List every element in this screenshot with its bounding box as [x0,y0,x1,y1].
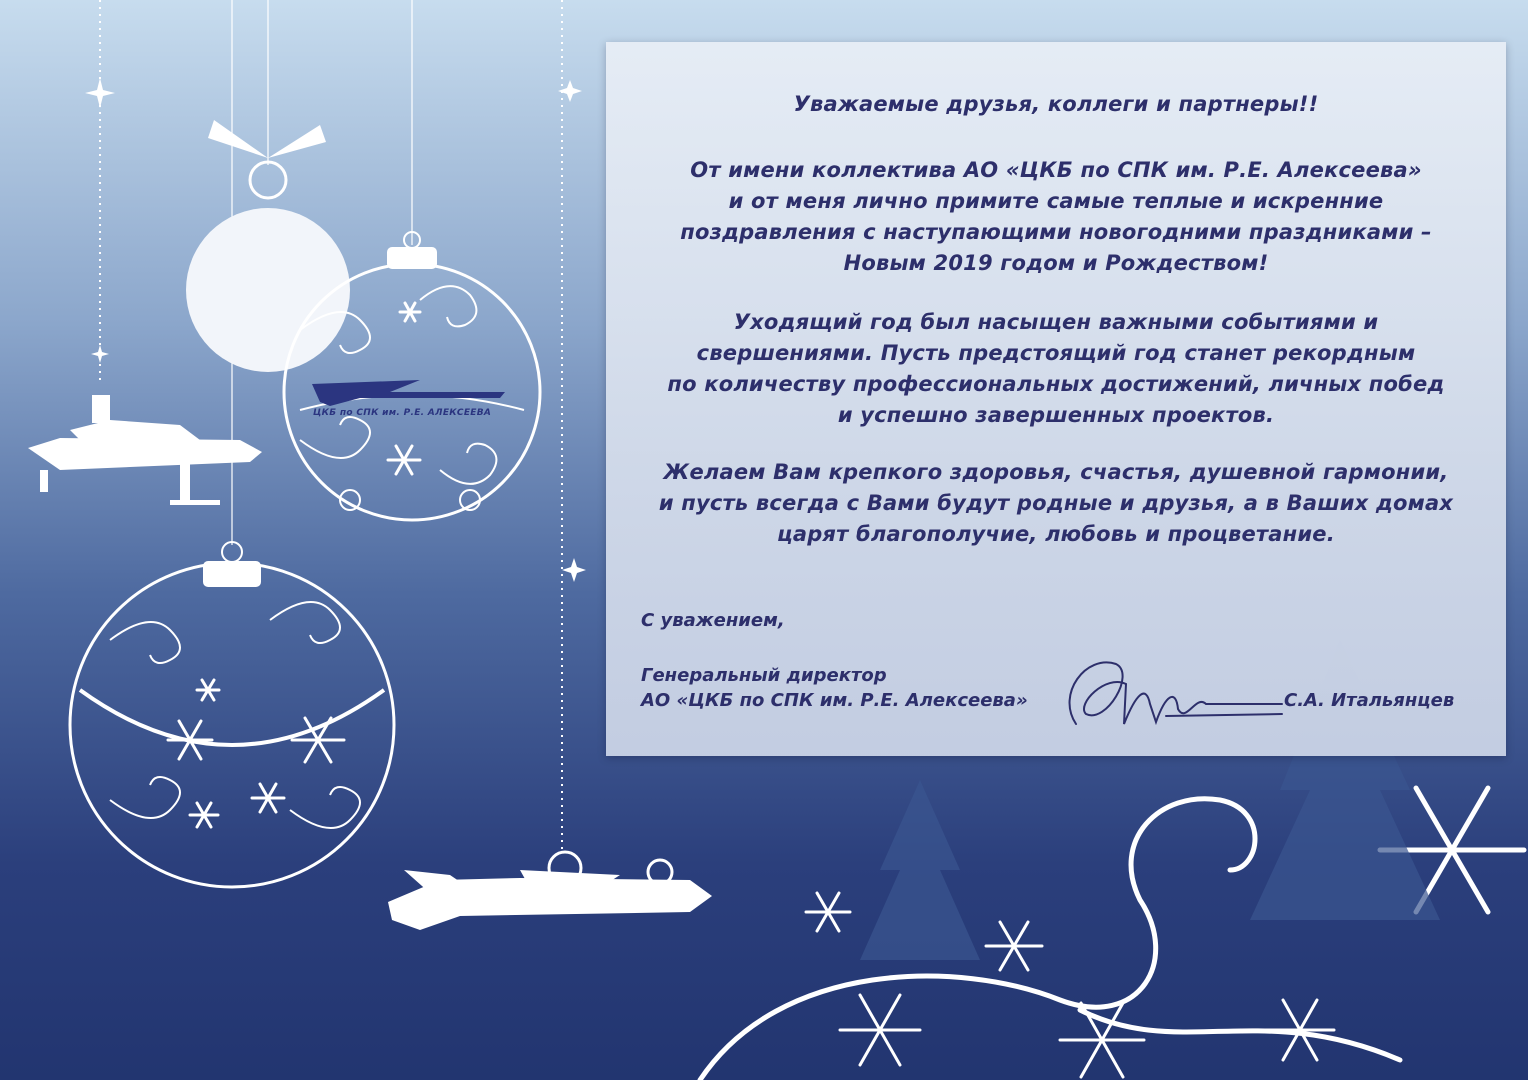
paragraph-2-line: по количеству профессиональных достижений, личных побед [667,372,1445,396]
paragraph-1-line: поздравления с наступающими новогодними праздниками – [680,220,1432,244]
swirl-ornament-bottom [70,542,394,887]
paragraph-3-line: Желаем Вам крепкого здоровья, счастья, душевной гармонии, [663,460,1449,484]
greeting-card [606,42,1506,756]
handwritten-signature [1046,634,1286,746]
paragraph-3-line: и пусть всегда с Вами будут родные и друзья, а в Ваших домах [658,491,1454,515]
position-title: Генеральный директор [641,665,887,686]
organization-name: АО «ЦКБ по СПК им. Р.Е. Алексеева» [641,690,1028,711]
ship-logo-mark [312,380,505,406]
paragraph-1-line: и от меня лично примите самые теплые и искренние [728,189,1384,213]
closing-text: С уважением, [641,610,785,631]
paragraph-1 [606,155,1506,279]
signer-name: С.А. Итальянцев [1284,690,1455,711]
ekranoplan-icon [388,852,712,930]
paragraph-3 [606,457,1506,550]
paragraph-1-line: Новым 2019 годом и Рождеством! [843,251,1269,275]
paragraph-2-line: свершениями. Пусть предстоящий год станет рекордным [696,341,1416,365]
paragraph-2 [606,307,1506,431]
paragraph-3-line: царят благополучие, любовь и процветание. [777,522,1335,546]
paragraph-1-line: От имени коллектива АО «ЦКБ по СПК им. Р.Е. Алексеева» [690,158,1422,182]
ornament-logo-text: ЦКБ по СПК им. Р.Е. АЛЕКСЕЕВА [313,408,492,418]
paragraph-2-line: и успешно завершенных проектов. [837,403,1275,427]
paragraph-2-line: Уходящий год был насыщен важными событиями и [733,310,1379,334]
hydrofoil-ship-icon [28,395,262,505]
greeting-heading: Уважаемые друзья, коллеги и партнеры!! [793,92,1319,116]
